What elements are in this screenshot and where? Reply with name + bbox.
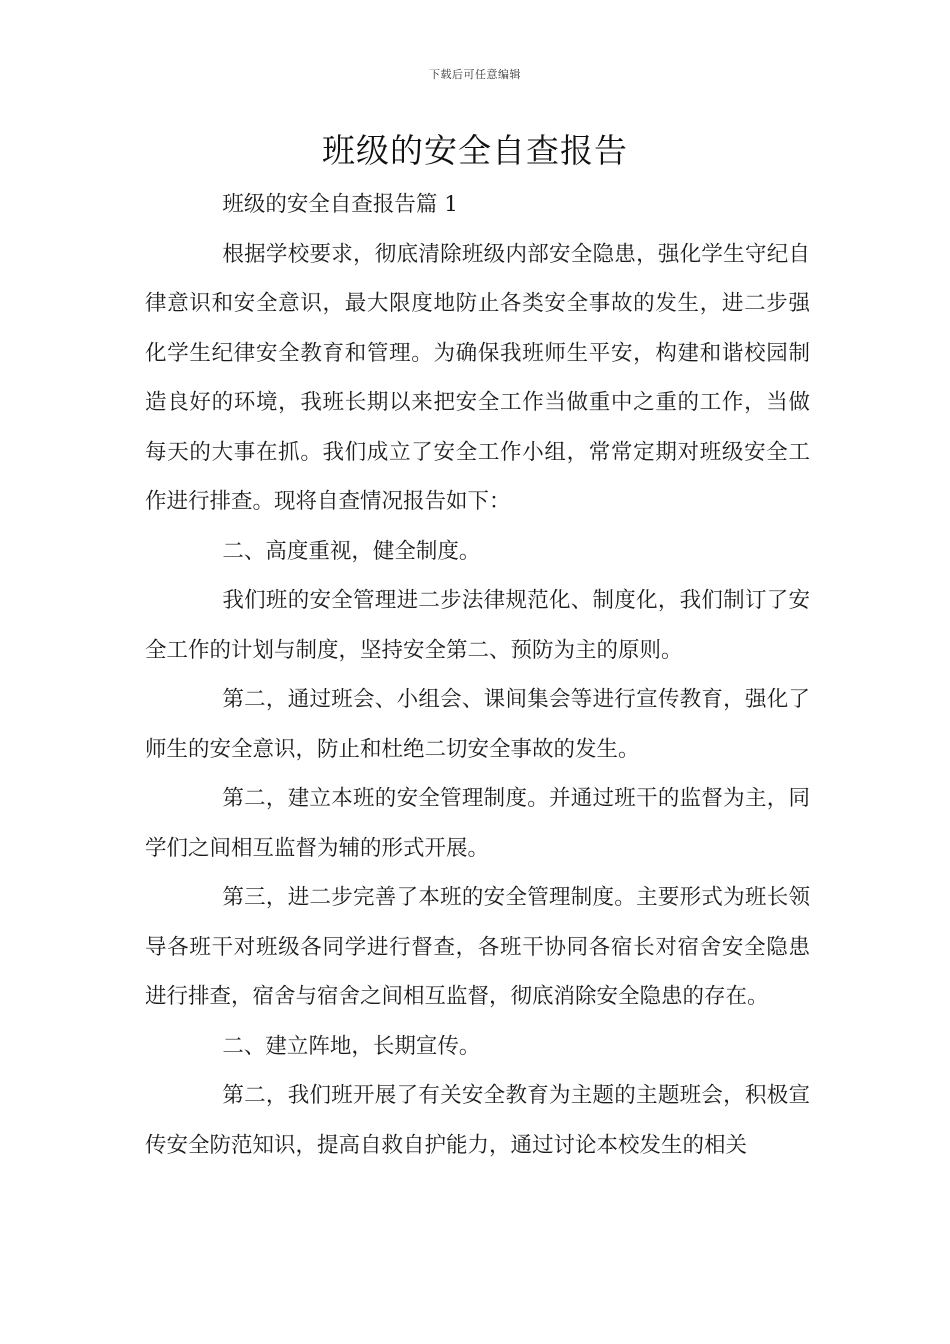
paragraph: 根据学校要求，彻底清除班级内部安全隐患，强化学生守纪自律意识和安全意识，最大限度地防止各类安全事故的发生，进二步强化学生纪律安全教育和管理。为确保我班师生平安，构建和谐校园制造良好的环境，我班长期以来把安全工作当做重中之重的工作，当做每天的大事在抓。我们成立了安全工作小组，常常定期对班级安全工作进行排查。现将自查情况报告如下：: [145, 241, 810, 514]
section-subtitle: 班级的安全自查报告篇 1: [222, 192, 458, 217]
paragraph: 我们班的安全管理进二步法律规范化、制度化，我们制订了安全工作的计划与制度，坚持安全第二、预防为主的原则。: [145, 588, 810, 663]
document-body: [145, 180, 810, 1170]
header-note: 下载后可任意编辑: [429, 68, 521, 81]
paragraph: 第三，进二步完善了本班的安全管理制度。主要形式为班长领导各班干对班级各同学进行督查，各班干协同各宿长对宿舍安全隐患进行排查，宿舍与宿舍之间相互监督，彻底消除安全隐患的存在。: [145, 885, 810, 1009]
section-heading: 二、建立阵地，长期宣传。: [222, 1033, 481, 1059]
paragraph: 第二，通过班会、小组会、课间集会等进行宣传教育，强化了师生的安全意识，防止和杜绝二切安全事故的发生。: [145, 687, 810, 762]
paragraph: 第二，我们班开展了有关安全教育为主题的主题班会，积极宣传安全防范知识，提高自救自护能力，通过讨论本校发生的相关: [145, 1083, 810, 1158]
paragraph: 第二，建立本班的安全管理制度。并通过班干的监督为主，同学们之间相互监督为辅的形式开展。: [145, 786, 810, 861]
section-heading: 二、高度重视，健全制度。: [222, 538, 481, 564]
document-title: 班级的安全自查报告: [322, 131, 628, 170]
